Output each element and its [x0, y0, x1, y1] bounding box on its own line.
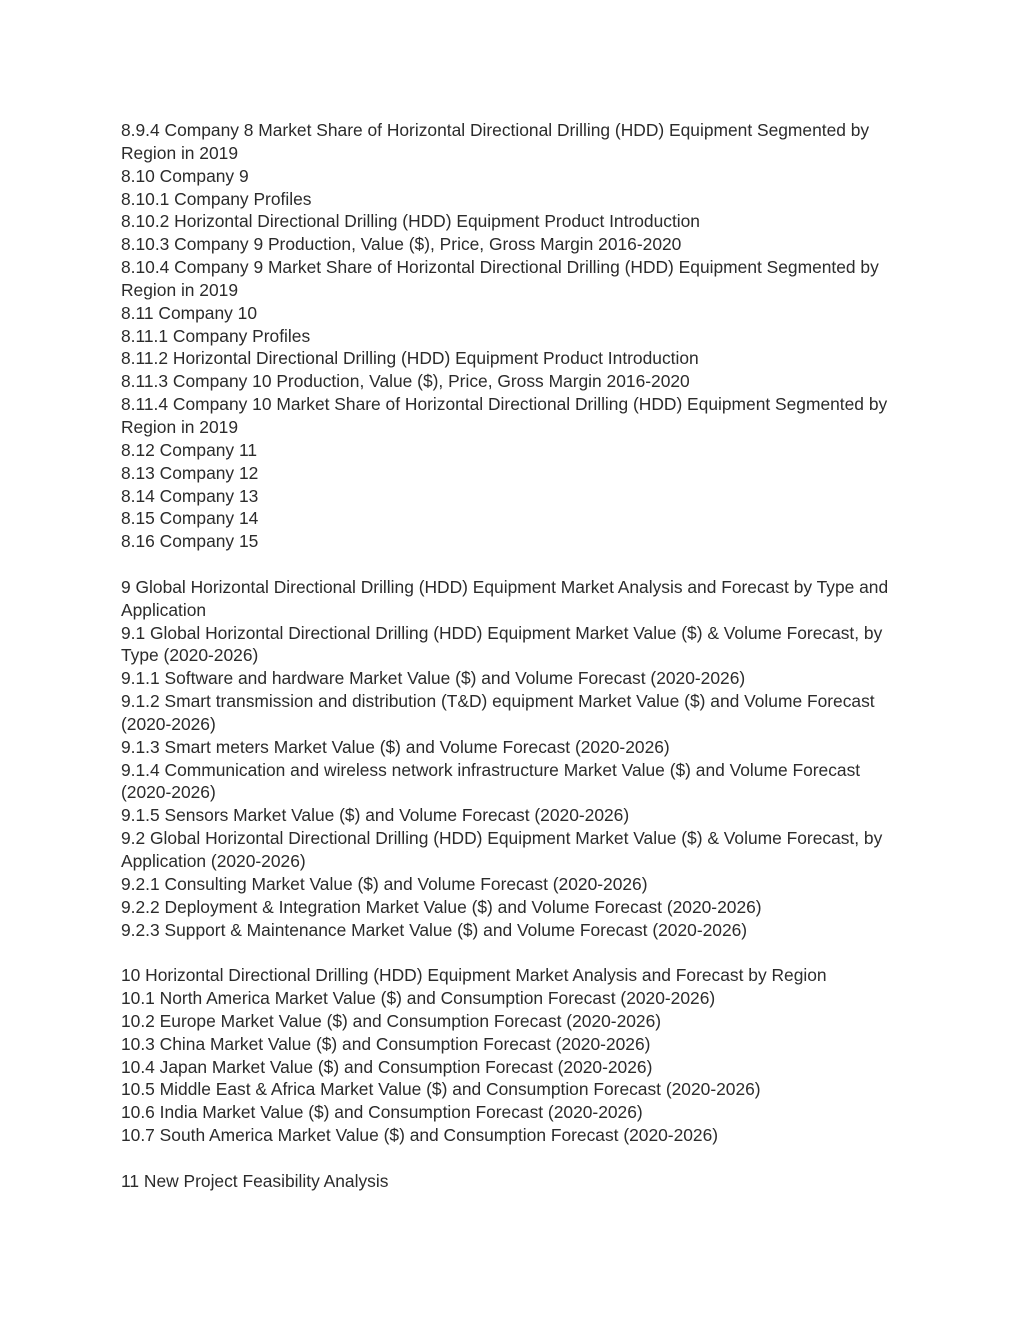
toc-entry: 9.1.5 Sensors Market Value ($) and Volume Forecast (2020-2026) — [121, 805, 630, 826]
toc-section-chapter-8 — [121, 119, 911, 553]
toc-entry: 9.1.2 Smart transmission and distribution (T&D) equipment Market Value ($) and Volume Forecast (2020-2026) — [121, 691, 875, 734]
toc-chapter-heading: 10 Horizontal Directional Drilling (HDD) Equipment Market Analysis and Forecast by Region — [121, 965, 827, 986]
toc-entry: 10.2 Europe Market Value ($) and Consumption Forecast (2020-2026) — [121, 1010, 662, 1031]
toc-entry: 8.9.4 Company 8 Market Share of Horizontal Directional Drilling (HDD) Equipment Segmented by Region in 2019 — [121, 120, 870, 163]
toc-entry: 8.11 Company 10 — [121, 302, 257, 323]
toc-entry: 8.10.2 Horizontal Directional Drilling (HDD) Equipment Product Introduction — [121, 211, 700, 232]
toc-entry: 8.11.4 Company 10 Market Share of Horizontal Directional Drilling (HDD) Equipment Segmented by Region in 2019 — [121, 394, 888, 437]
toc-entry: 8.15 Company 14 — [121, 508, 259, 529]
toc-section-chapter-10 — [121, 964, 911, 1147]
toc-entry: 10.1 North America Market Value ($) and Consumption Forecast (2020-2026) — [121, 988, 716, 1009]
toc-entry: 9.1.1 Software and hardware Market Value ($) and Volume Forecast (2020-2026) — [121, 668, 746, 689]
document-page — [121, 119, 911, 1193]
toc-entry: 9.2.1 Consulting Market Value ($) and Volume Forecast (2020-2026) — [121, 873, 648, 894]
toc-chapter-heading: 9 Global Horizontal Directional Drilling (HDD) Equipment Market Analysis and Forecast by Type and Application — [121, 576, 889, 620]
toc-entry: 9.2.3 Support & Maintenance Market Value ($) and Volume Forecast (2020-2026) — [121, 919, 748, 940]
toc-entry: 9.1.4 Communication and wireless network infrastructure Market Value ($) and Volume Forecast (2020-2026) — [121, 759, 861, 803]
toc-chapter-heading: 11 New Project Feasibility Analysis — [121, 1170, 389, 1191]
toc-entry: 10.5 Middle East & Africa Market Value ($) and Consumption Forecast (2020-2026) — [121, 1079, 761, 1100]
toc-entry: 8.10.3 Company 9 Production, Value ($), Price, Gross Margin 2016-2020 — [121, 234, 682, 255]
toc-entry: 8.10.1 Company Profiles — [121, 188, 312, 209]
toc-entry: 9.1 Global Horizontal Directional Drilling (HDD) Equipment Market Value ($) & Volume Forecast, by Type (2020-2026) — [121, 622, 883, 666]
toc-entry: 8.11.2 Horizontal Directional Drilling (HDD) Equipment Product Introduction — [121, 348, 699, 369]
toc-entry: 8.16 Company 15 — [121, 531, 259, 552]
toc-entry: 8.10 Company 9 — [121, 165, 249, 186]
toc-entry: 10.7 South America Market Value ($) and Consumption Forecast (2020-2026) — [121, 1125, 719, 1146]
toc-section-chapter-11 — [121, 1170, 911, 1193]
toc-entry: 8.12 Company 11 — [121, 439, 257, 460]
toc-entry: 9.1.3 Smart meters Market Value ($) and Volume Forecast (2020-2026) — [121, 736, 670, 757]
toc-entry: 10.4 Japan Market Value ($) and Consumption Forecast (2020-2026) — [121, 1056, 653, 1077]
toc-entry: 8.11.1 Company Profiles — [121, 325, 311, 346]
toc-entry: 8.13 Company 12 — [121, 462, 259, 483]
toc-entry: 8.10.4 Company 9 Market Share of Horizontal Directional Drilling (HDD) Equipment Segmented by Region in 2019 — [121, 257, 879, 300]
toc-entry: 10.6 India Market Value ($) and Consumption Forecast (2020-2026) — [121, 1102, 643, 1123]
toc-entry: 8.14 Company 13 — [121, 485, 259, 506]
toc-entry: 9.2.2 Deployment & Integration Market Value ($) and Volume Forecast (2020-2026) — [121, 896, 762, 917]
toc-entry: 8.11.3 Company 10 Production, Value ($), Price, Gross Margin 2016-2020 — [121, 371, 690, 392]
toc-section-chapter-9 — [121, 576, 911, 942]
toc-entry: 10.3 China Market Value ($) and Consumption Forecast (2020-2026) — [121, 1033, 651, 1054]
toc-entry: 9.2 Global Horizontal Directional Drilling (HDD) Equipment Market Value ($) & Volume Forecast, by Application (2020-2026) — [121, 828, 883, 871]
